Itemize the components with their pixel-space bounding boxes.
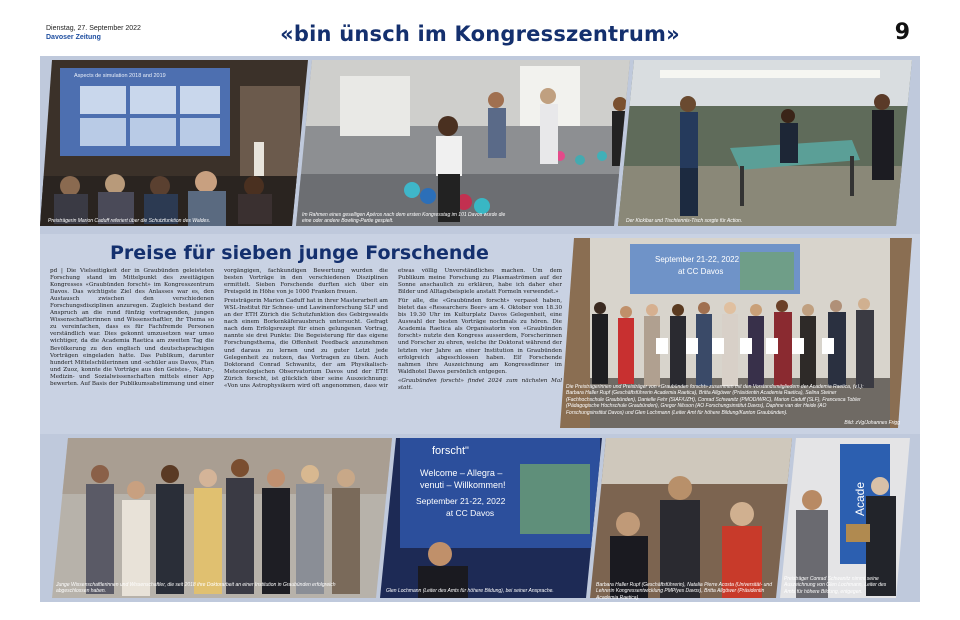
slide-title: Aspects de simulation 2018 and 2019 [74,73,166,79]
table-tennis-photo [615,56,915,231]
paper-name: Davoser Zeitung [46,34,101,41]
caption-award: Preisträger Conrad Schwanitz nimmt seine Auszeichnung von Glen Lochmann, Leiter des Amts für höhere Bildung, entgegen. [784,576,887,595]
article-headline: Preise für sieben junge Forschende [110,242,489,264]
article-paragraph: pd | Die Vielseitigkeit der in Graubünden geleisteten Forschung stand im Mittelpunkt des zweitägigen Kongresses «Graubünden forscht» im Kongresszentrum Davos. Das wichtigste Ziel des Anlasses war es, den Austausch zwischen den verschiedenen Forschungsdisziplinen anzuregen. Zugleich bestand der Anspruch an die rund fünfzig vortragenden, jungen Wissenschaftlerinnen und Wissenschaftler, ihr Thema so zu vereinfachen, dass es für Fachfremde Personen verständlich war. Dies gekonnt umzusetzen war umso wichtiger, da die Academia Raetica am zweiten Tag die Bevölkerung zu den englisch und deutschsprachigen Vorträgen eingeladen hatte. Das Publikum, darunter hundert Mittelschülerinnen und -schüler aus Davos, Ftan und Zuoz, konnte die Vorträge aus den Geistes-, Natur-, Medizin- und Sozialwissenschaften mittels einer App bewerten. Auf Basis der Publikumsabstimmung und einer vorgängigen, fachkundigen Bewertung wurden die besten Vorträge in den verschiedenen Disziplinen ermittelt. Sieben Forschende durften sich über ein Preisgeld in Höhe von je 1000 Franken freuen. [50,268,388,387]
caption-winners: Die Preisträgerinnen und Preisträger von «Graubünden forscht» zusammen mit den Vorstandsmitgliedern der Academia Raetica, (v.l.): Barbara Haller Rupf (Geschäftsführerin Academia Raetica), Britta Allgöwer (Präsidentin Academia Raetica), Selina Steiner (Fachhochschule Graubünden), Danielle Fehr (SIAF/UZH), Conrad Schwanitz (PMOD/WRC), Marion Caduff (SLF), Francesca Tobler (Pädagogische Hochschule Graubünden), Gregor Nilsson (AO Forschungsinstitut Davos), Daphne van der Heide (AO Forschungsinstitut Davos) und Glen Lochmann (Leiter Amt für höhere Bildung/Kanton Graubünden). [566,384,864,416]
caption-lecture: Preisträgerin Marion Caduff referiert über die Schutzfunktion des Waldes. [48,218,211,224]
top-photo-strip [40,56,920,234]
article-paragraph: Preisträgerin Marion Caduff hat in ihrer Masterarbeit am WSL-Institut für Schnee- und Lawinenforschung SLF und an der ETH Zürich die Schutzfunktion des Gebirgswalds nach einem Borkenkäferausbruch untersucht. Gefragt nach dem Erfolgsrezept für einen gelungenen Vortrag, nannte sie drei Punkte: Die Begeisterung für das eigene Forschungsthema, die Offenheit Feedback anzunehmen und daraus zu lernen und zu guter Letzt jede Gelegenheit zu nutzen, das Vortragen zu üben. Auch Doktorand Conrad Schwanitz, der am Physikalisch-Meteorologischen Observatorium Davos und der ETH Zürich forscht, ist glücklich über seine Auszeichnung: «Von uns Astrophysikern wird oft angenommen, dass wir etwas völlig Unverständliches machen. Um dem Publikum meine Forschung zu Plasmaströmen auf der Sonne anschaulich zu erklären, habe ich daher eher Bilder und Alltagsbeispiele anstatt Formeln verwendet.» [224,268,562,389]
caption-board: Barbara Haller Rupf (Geschäftsführerin), Natalia Pierre Acosta (Universität- und Lehrerin Kongressentwicklung PMPlyes Davos), Britta Allgöwer (Präsidentin Academia Raetica). [596,582,772,601]
board-members-photo [588,434,798,602]
lecture-photo [40,56,310,231]
slide-venue: at CC Davos [678,267,724,276]
caption-table-tennis: Der Kickibar und Tischtennis-Tisch sorgte für Action. [626,218,743,224]
winners-group-photo [560,238,912,428]
bottom-photo-band [40,434,920,602]
bowling-photo [290,56,635,231]
banner-text: Acade [853,481,867,516]
caption-bowling: Im Rahmen eines geselligen Apéros nach dem ersten Kongresstag im 101 Davos wurde die eine oder andere Bowling-Partie gespielt. [302,212,506,225]
article-paragraph: Für alle, die «Graubünden forscht» verpasst haben, bietet das «Researchers Beer» am 4. Oktober von 18.30 bis 19.30 Uhr im Kulturplatz Davos Gelegenheit, eine Auswahl der besten Vorträge nochmals zu hören. Die Academia Raetica als Organisatorin von «Graubünden forscht» nutzte den Kongress ausserdem, Forscherinnen und Forscher zu ehren, welche ihr Doktorat während der letzten vier Jahre an einer Institution in Graubünden erfolgreich abgeschlossen haben. Elf Forschende nahmen ihre Auszeichnung am Kongressdinner im Waldhotel Davos persönlich entgegen. [398,298,562,375]
photo-credit: Bild: zVg/Johannes Frigg [844,420,900,426]
article-paragraph: «Graubünden forscht» findet 2024 zum nächsten Mal statt. [398,377,562,391]
caption-speaker: Glen Lochmann (Leiter des Amts für höhere Bildung), bei seiner Ansprache. [386,588,554,594]
top-photo-band [40,56,920,234]
screen-venue: at CC Davos [446,508,495,518]
screen-forscht: forscht" [432,445,469,457]
page-number: 9 [894,20,910,45]
slide-date: September 21-22, 2022 [655,255,740,264]
article-body [50,268,562,428]
screen-date: September 21-22, 2022 [416,496,506,506]
speaker-photo [380,434,604,602]
screen-willkommen: venuti – Willkommen! [420,480,506,490]
caption-doctorates: Junge Wissenschaftlerinnen und Wissenschaftler, die seit 2018 ihre Doktorarbeit an einer Institution in Graubünden erfolgreich abgeschlossen haben. [56,582,336,595]
newspaper-page [40,18,920,603]
doctorates-group-photo [40,434,400,602]
issue-date: Dienstag, 27. September 2022 [46,25,141,32]
screen-welcome: Welcome – Allegra – [420,468,503,478]
page-title: «bin ünsch im Kongresszentrum» [280,22,680,46]
